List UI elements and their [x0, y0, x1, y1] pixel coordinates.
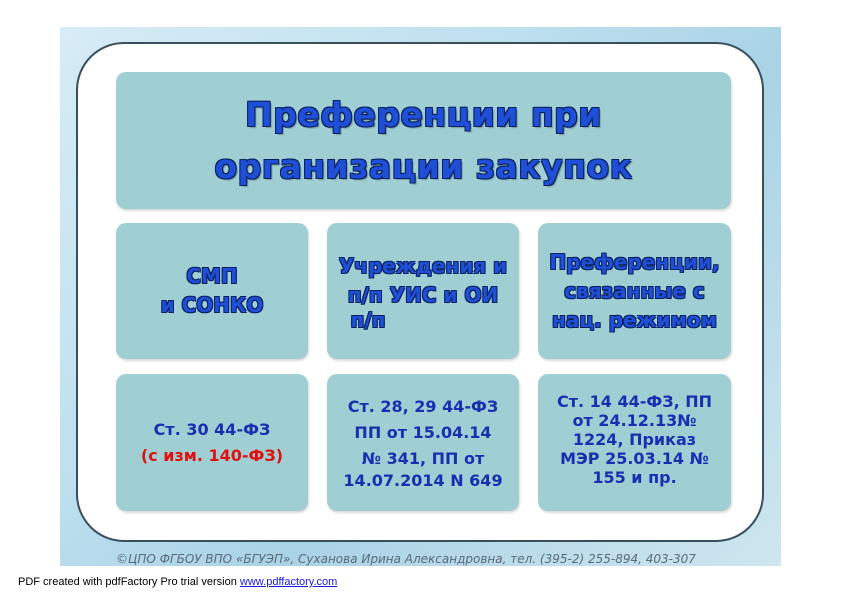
- title-line-1: Преференции при: [245, 94, 602, 134]
- law-smp-tile: [116, 374, 308, 511]
- law-institutions-line-3: № 341, ПП от: [361, 449, 485, 468]
- category-smp-line-1: СМП: [186, 264, 238, 288]
- category-national-regime-tile: [538, 223, 731, 359]
- category-smp-line-2: и СОНКО: [160, 293, 264, 317]
- category-smp-tile: [116, 223, 308, 359]
- law-national-line-4: МЭР 25.03.14 №: [560, 449, 709, 468]
- title-tile: [116, 72, 731, 209]
- category-national-line-3: нац. режимом: [552, 307, 717, 332]
- category-institutions-line-1: Учреждения и: [338, 254, 508, 278]
- law-institutions-line-2: ПП от 15.04.14: [354, 423, 492, 442]
- law-institutions-tile: [327, 374, 519, 511]
- law-national-line-5: 155 и пр.: [592, 468, 677, 487]
- pdf-watermark-text: PDF created with pdfFactory Pro trial version: [18, 576, 240, 588]
- law-national-line-3: 1224, Приказ: [572, 430, 697, 449]
- category-institutions-tile: [327, 223, 519, 359]
- category-national-line-2: связанные с: [564, 278, 705, 303]
- copyright-footer: ©ЦПО ФГБОУ ВПО «БГУЭП», Суханова Ирина Александровна, тел. (395-2) 255-894, 403-307: [116, 552, 696, 566]
- law-national-line-1: Ст. 14 44-ФЗ, ПП: [556, 392, 713, 411]
- law-national-line-2: от 24.12.13№: [572, 411, 697, 430]
- category-national-line-1: Преференции,: [549, 249, 720, 274]
- category-institutions-line-2: п/п УИС и ОИ: [347, 283, 499, 307]
- law-institutions-line-4: 14.07.2014 N 649: [343, 471, 503, 490]
- law-smp-line-1: Ст. 30 44-ФЗ: [153, 419, 271, 439]
- category-institutions-extra: п/п: [350, 308, 386, 332]
- law-national-regime-tile: [538, 374, 731, 511]
- title-line-2: организации закупок: [214, 146, 633, 186]
- pdf-watermark: [18, 576, 337, 588]
- pdffactory-link[interactable]: www.pdffactory.com: [239, 576, 338, 588]
- law-smp-amendment: (с изм. 140-ФЗ): [140, 445, 284, 465]
- law-institutions-line-1: Ст. 28, 29 44-ФЗ: [347, 397, 499, 416]
